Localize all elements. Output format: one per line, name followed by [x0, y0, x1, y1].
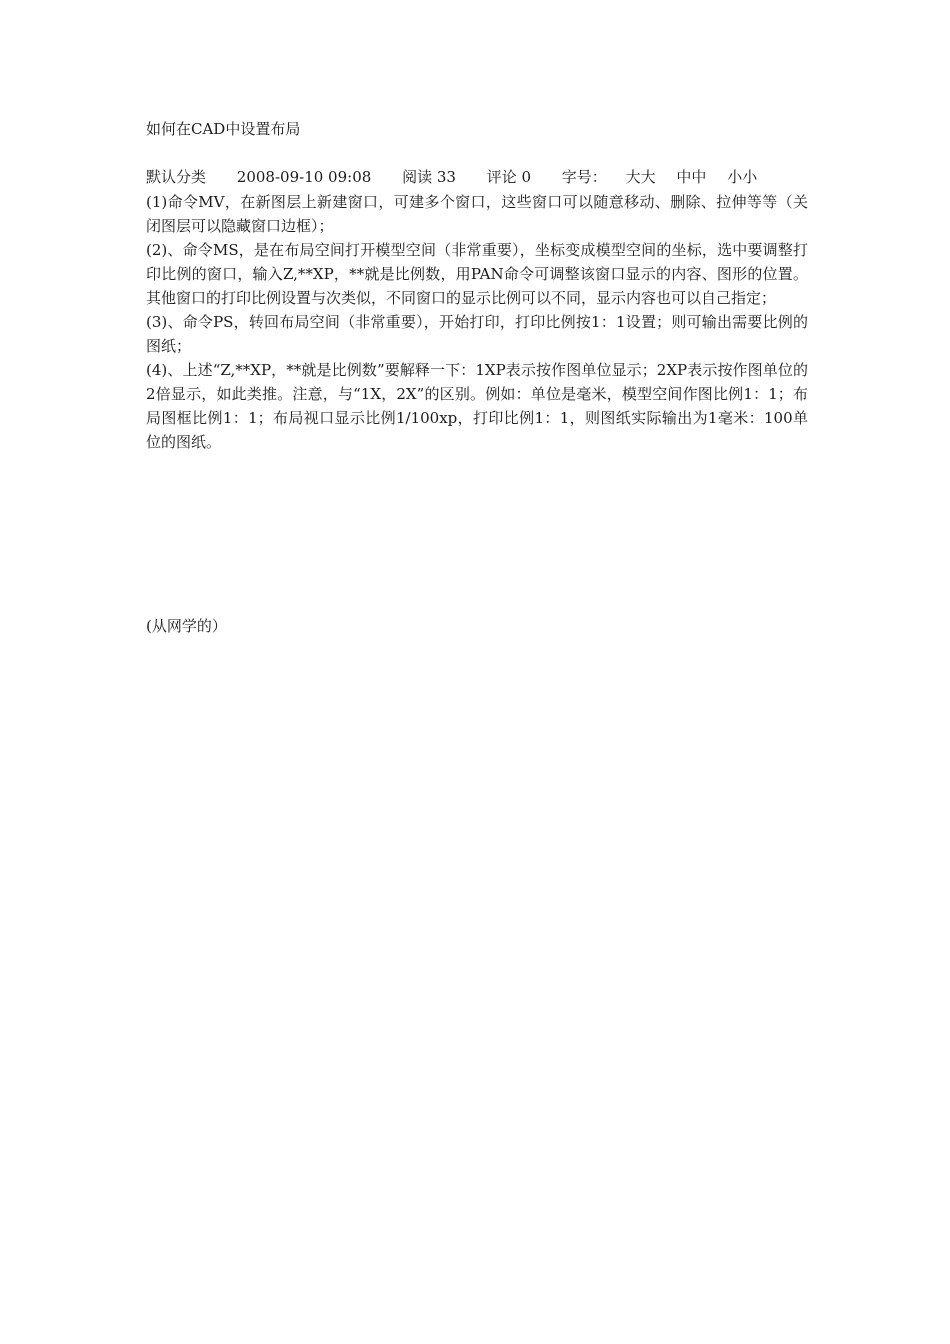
paragraph-3: (3)、命令PS，转回布局空间（非常重要），开始打印，打印比例按1：1设置；则可输出需要比例的图纸； — [146, 313, 808, 355]
paragraph-1: (1)命令MV，在新图层上新建窗口，可建多个窗口，这些窗口可以随意移动、删除、拉伸等等（关闭图层可以隐藏窗口边框）； — [146, 193, 808, 235]
font-size-small-link[interactable]: 小小 — [727, 168, 758, 186]
comment-count[interactable]: 评论 0 — [486, 168, 532, 186]
article-body — [146, 190, 808, 454]
article-title: 如何在CAD中设置布局 — [146, 120, 301, 138]
read-count: 阅读 33 — [402, 168, 456, 186]
font-size-label: 字号： — [561, 168, 607, 186]
source-note: (从网学的） — [146, 617, 227, 635]
paragraph-4: (4)、上述“Z,**XP，**就是比例数”要解释一下：1XP表示按作图单位显示；2XP表示按作图单位的2倍显示，如此类推。注意，与“1X，2X”的区别。例如：单位是毫米，模型空间作图比例1：1；布局图框比例1：1；布局视口显示比例1/100xp，打印比例1：1，则图纸实际输出为1毫米：100单位的图纸。 — [146, 361, 808, 451]
category-link[interactable]: 默认分类 — [146, 168, 207, 186]
font-size-medium-link[interactable]: 中中 — [676, 168, 707, 186]
article-meta — [146, 166, 773, 188]
paragraph-2: (2)、命令MS，是在布局空间打开模型空间（非常重要），坐标变成模型空间的坐标，选中要调整打印比例的窗口，输入Z,**XP，**就是比例数，用PAN命令可调整该窗口显示的内容、图形的位置。其他窗口的打印比例设置与次类似，不同窗口的显示比例可以不同，显示内容也可以自己指定； — [146, 241, 808, 307]
post-datetime: 2008-09-10 09:08 — [236, 168, 372, 186]
font-size-large-link[interactable]: 大大 — [625, 168, 656, 186]
